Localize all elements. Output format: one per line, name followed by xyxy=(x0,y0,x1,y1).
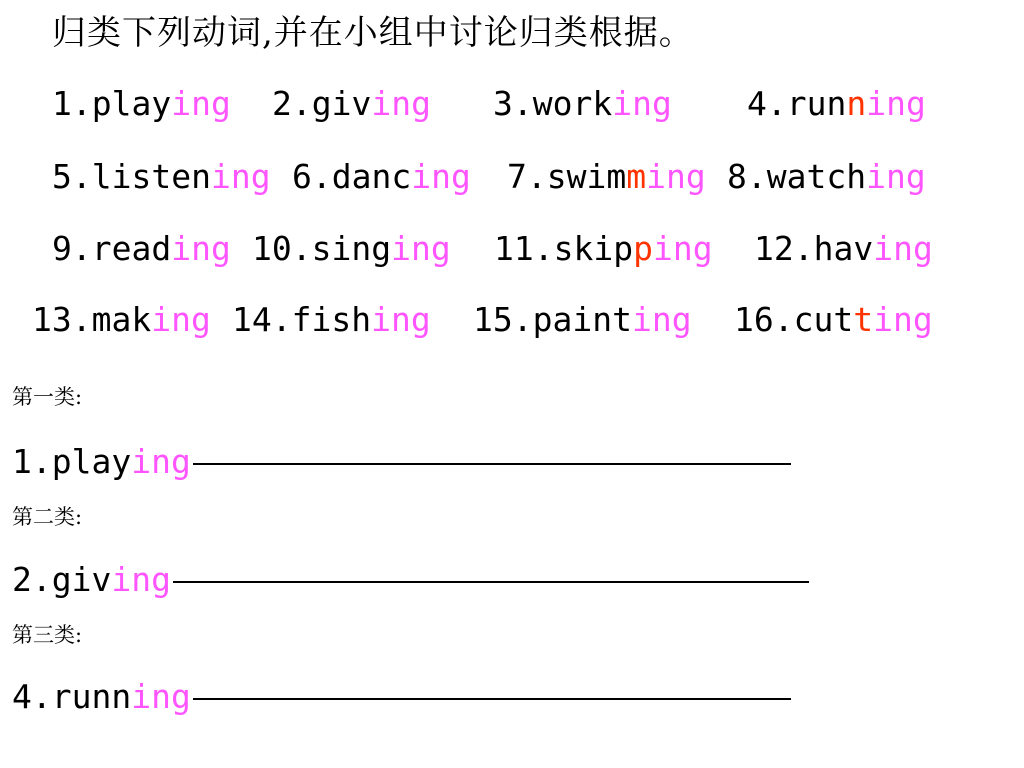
example-stem: play xyxy=(51,442,132,481)
word-item xyxy=(232,300,431,340)
word-ending: ing xyxy=(391,229,451,268)
word-number: 5. xyxy=(52,157,92,196)
answer-line xyxy=(193,698,791,700)
word-number: 12. xyxy=(754,229,814,268)
word-stem: giv xyxy=(311,84,372,123)
word-ending: ing xyxy=(866,157,926,196)
category-label: 第一类: xyxy=(12,385,83,409)
word-item xyxy=(747,84,926,124)
example-ending: ing xyxy=(111,560,171,599)
word-ending: ing xyxy=(411,157,471,196)
word-ending: ing xyxy=(371,84,431,123)
word-number: 4. xyxy=(747,84,787,123)
word-ending: ing xyxy=(646,157,706,196)
word-ending: ing xyxy=(210,157,271,196)
word-ending: ing xyxy=(151,300,211,339)
page-title: 归类下列动词,并在小组中讨论归类根据。 xyxy=(52,13,694,53)
word-stem: run xyxy=(786,84,847,123)
word-number: 16. xyxy=(734,300,794,339)
category-label: 第二类: xyxy=(12,505,83,529)
word-number: 3. xyxy=(493,84,533,123)
word-ending: ing xyxy=(866,84,926,123)
word-stem: listen xyxy=(91,157,211,196)
example-stem: giv xyxy=(51,560,112,599)
category-example xyxy=(12,442,791,482)
word-number: 11. xyxy=(494,229,554,268)
word-item xyxy=(292,157,471,197)
word-ending: ing xyxy=(652,229,713,268)
example-ending: ing xyxy=(131,442,191,481)
word-item xyxy=(473,300,692,340)
word-stem: mak xyxy=(91,300,152,339)
word-ending: ing xyxy=(873,300,933,339)
word-stem: sing xyxy=(311,229,392,268)
category-example xyxy=(12,560,809,600)
word-item xyxy=(272,84,431,124)
word-number: 15. xyxy=(473,300,533,339)
word-item xyxy=(52,157,271,197)
word-ending: ing xyxy=(371,300,431,339)
word-doubled-letter: m xyxy=(626,157,647,196)
word-stem: work xyxy=(532,84,613,123)
word-ending: ing xyxy=(171,84,231,123)
example-number: 4. xyxy=(12,677,52,716)
word-stem: read xyxy=(91,229,172,268)
answer-line xyxy=(193,463,791,465)
category-label: 第三类: xyxy=(12,623,83,647)
example-stem: runn xyxy=(51,677,132,716)
answer-line xyxy=(173,581,809,583)
word-item xyxy=(32,300,211,340)
word-number: 1. xyxy=(52,84,92,123)
word-item xyxy=(52,84,231,124)
word-stem: play xyxy=(91,84,172,123)
word-item xyxy=(493,84,672,124)
word-number: 2. xyxy=(272,84,312,123)
example-number: 2. xyxy=(12,560,52,599)
word-ending: ing xyxy=(631,300,692,339)
word-item xyxy=(734,300,933,340)
word-stem: skip xyxy=(553,229,634,268)
word-doubled-letter: t xyxy=(853,300,874,339)
word-doubled-letter: p xyxy=(633,229,653,268)
word-stem: swim xyxy=(546,157,627,196)
word-stem: hav xyxy=(813,229,874,268)
word-number: 8. xyxy=(727,157,767,196)
word-number: 7. xyxy=(507,157,547,196)
word-item xyxy=(52,229,231,269)
word-stem: danc xyxy=(331,157,412,196)
word-stem: watch xyxy=(766,157,867,196)
word-number: 10. xyxy=(252,229,312,268)
word-ending: ing xyxy=(873,229,933,268)
example-number: 1. xyxy=(12,442,52,481)
word-ending: ing xyxy=(171,229,231,268)
word-number: 6. xyxy=(292,157,332,196)
word-stem: fish xyxy=(291,300,372,339)
example-ending: ing xyxy=(131,677,191,716)
word-item xyxy=(507,157,706,197)
word-doubled-letter: n xyxy=(846,84,867,123)
word-number: 14. xyxy=(232,300,292,339)
word-number: 13. xyxy=(32,300,92,339)
word-ending: ing xyxy=(612,84,672,123)
word-number: 9. xyxy=(52,229,92,268)
word-item xyxy=(754,229,933,269)
word-item xyxy=(494,229,713,269)
word-item xyxy=(727,157,926,197)
category-example xyxy=(12,677,791,717)
word-stem: paint xyxy=(532,300,632,339)
word-item xyxy=(252,229,451,269)
word-stem: cut xyxy=(793,300,854,339)
